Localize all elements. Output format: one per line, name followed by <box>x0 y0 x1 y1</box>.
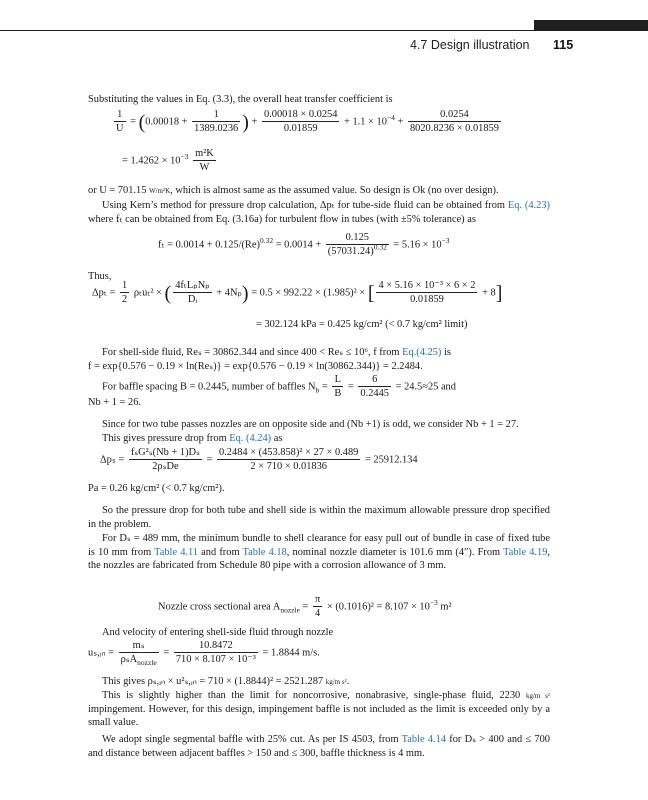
equation-overall-u: $\frac{1}{U}$ = (0.00018 + $\frac{1}{1389.0236}$ ) + $\frac{0.00018 \times 0.0254}{0.01859}$ + $1.1 \times 10^{-4}$ + $\frac{0.0254}{8020.8236 \times 0.01859}$ <box>116 109 499 135</box>
baffles-count: Nb + 1 = 26. <box>88 397 141 408</box>
frac-wall-resistance: $\frac{0.00018 \times 0.0254}{0.01859}$ <box>264 109 338 135</box>
paragraph-impingement: This is slightly higher than the limit for noncorrosive, nonabrasive, single-phase fluid, 2230 kg/m s² impingement. However, for this design, impingement baffle is not included as the limit is exceeded only by a small value. <box>88 690 550 729</box>
equation-tube-pressure-drop: Δpₜ = $\frac{1}{2}$ ρₜuₜ² × ( $\frac{\text{4fₜLₚNₚ}}{\text{Dᵢ}}$ + 4Nₚ) = 0.5 × 992.22 × (1.985)² × [ $\frac{\text{4 × 5.16 × 10⁻³ × 6 × 2}}{0.01859}$ + 8] <box>92 280 503 306</box>
paragraph-baffles: For baffle spacing B = 0.2445, number of baffles $N_b$ = $\frac{L}{B}$ = $\frac{6}{0.2445}$ = 24.5≈25 and <box>102 374 456 400</box>
shell-pressure-result: Pa = 0.26 kg/cm² (< 0.7 kg/cm²). <box>88 483 225 494</box>
equation-nozzle-area: Nozzle cross sectional area $A_{nozzle}$ = $\frac{\pi}{4}$ × $(0.1016)^2 = 8.107 \times 10^{-3}$ m² <box>158 594 452 620</box>
link-table-4-19[interactable]: Table 4.19 <box>503 546 548 558</box>
link-eq-4-24[interactable]: Eq. (4.24) <box>229 433 272 444</box>
link-eq-4-25[interactable]: Eq.(4.25) <box>402 347 442 358</box>
paragraph-kern-method: Using Kern’s method for pressure drop calculation, Δpₜ for tube-side fluid can be obtained from Eq. (4.23) where fₜ can be obtained from Eq. (3.16a) for turbulent flow in tubes (with ±5% tolerance) as <box>88 200 551 225</box>
paragraph-baffle-thickness: We adopt single segmental baffle with 25% cut. As per IS 4503, from Table 4.14 for Dₛ > 400 and ≤ 700 and distance between adjacent baffles > 150 and ≤ 300, baffle thickness is 4 mm. <box>88 734 550 759</box>
frac-1-over-u: $\frac{1}{U}$ <box>116 109 124 135</box>
equation-shell-friction: f = exp{0.576 − 0.19 × ln(Reₛ)} = exp{0.576 − 0.19 × ln(30862.344)} = 2.2484. <box>88 361 423 372</box>
link-table-4-18[interactable]: Table 4.18 <box>242 546 287 558</box>
equation-shell-pressure-drop: Δpₛ = $\frac{\text{fₛG²ₛ(Nb + 1)Dₛ}}{\text{2ρₛDe}}$ = $\frac{\text{0.2484 × (453.858)² × 27 × 0.489}}{2 \times 710 \times 0.01836}$ = 25912.134 <box>100 447 418 473</box>
link-table-4-14[interactable]: Table 4.14 <box>401 734 446 745</box>
equation-tube-pressure-result: = 302.124 kPa = 0.425 kg/cm² (< 0.7 kg/cm² limit) <box>256 319 468 330</box>
paragraph-momentum: This gives ρₛ,ᵢₙ × u²ₛ,ᵢₙ = 710 × (1.8844)² = 2521.287 kg/m s². <box>102 676 350 687</box>
equation-u-result: = $1.4262 \times 10^{-3}$ $\frac{\text{m²K}}{W}$ <box>122 148 214 174</box>
page-number: 115 <box>553 38 574 52</box>
paragraph-pressure-drop-ref: This gives pressure drop from Eq. (4.24) as <box>102 433 283 444</box>
equation-friction-factor: $f_t = 0.0014 + 0.125/(Re)^{0.32} = 0.0014$ + $\frac{0.125}{(57031.24)^{0.32}}$ = $5.16 \times 10^{-3}$ <box>158 232 450 258</box>
header-bar <box>534 20 648 30</box>
paragraph-velocity: And velocity of entering shell-side fluid through nozzle <box>102 627 334 638</box>
paragraph-intro: Substituting the values in Eq. (3.3), the overall heat transfer coefficient is <box>88 94 393 105</box>
running-header-section: 4.7 Design illustration <box>410 38 530 52</box>
link-eq-4-23[interactable]: Eq. (4.23) <box>507 200 551 211</box>
paragraph-nozzle-design: For Dₛ = 489 mm, the minimum bundle to shell clearance for easy pull out of bundle in case of fixed tube is 10 mm from Table 4.11 and from Table 4.18, nominal nozzle diameter is 101.6 mm (4″). From Table 4.19, the nozzles are fabricated from Schedule 80 pipe with a corrosion allowance of 3 mm. <box>88 533 550 572</box>
thus-label: Thus, <box>88 271 112 282</box>
paragraph-pressure-check: So the pressure drop for both tube and shell side is within the maximum allowable pressure drop specified in the problem. <box>88 505 550 530</box>
equation-nozzle-velocity: uₛ,ᵢₙ = $\frac{\text{mₛ}}{\rho_sA_{nozzle}}$ = $\frac{10.8472}{\text{710 × 8.107 × 10⁻³}}$ = 1.8844 m/s. <box>88 640 320 668</box>
paragraph-nozzle-side: Since for two tube passes nozzles are on opposite side and (Nb +1) is odd, we consider Nb + 1 = 27. <box>102 419 519 430</box>
header-rule <box>0 30 648 31</box>
frac-outside-coef: $\frac{0.0254}{8020.8236 \times 0.01859}$ <box>409 109 499 135</box>
paragraph-shell-side: For shell-side fluid, Reₛ = 30862.344 and since 400 < Reₛ ≤ 10⁶, f from Eq.(4.25) is <box>102 347 451 358</box>
frac-inside-coef: $\frac{1}{1389.0236}$ <box>194 109 239 135</box>
link-table-4-11[interactable]: Table 4.11 <box>154 546 199 558</box>
paragraph-u-value: or U = 701.15 W/m²K, which is almost same as the assumed value. So design is Ok (no over design). <box>88 185 499 196</box>
